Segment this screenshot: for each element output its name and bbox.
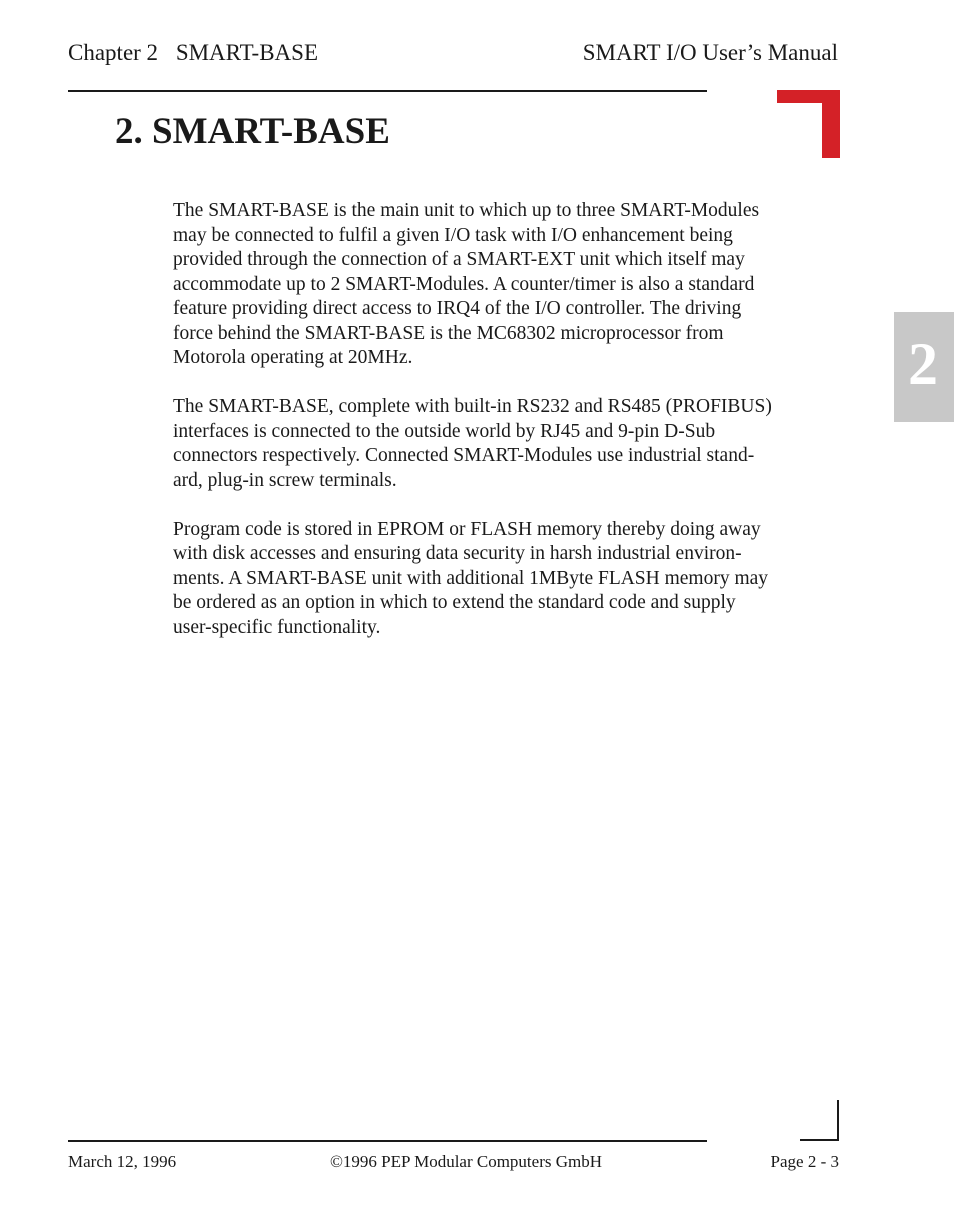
header-chapter-label: Chapter 2 xyxy=(68,40,159,65)
paragraph-2 xyxy=(173,395,841,493)
red-corner-mark-vertical xyxy=(822,90,840,158)
chapter-thumb-tab xyxy=(894,312,954,422)
footer-date: March 12, 1996 xyxy=(68,1152,177,1171)
footer-rule xyxy=(68,1140,707,1142)
paragraph-line: provided through the connection of a SMART-EXT unit which itself may xyxy=(173,249,745,270)
paragraph-line: interfaces is connected to the outside world by RJ45 and 9-pin D-Sub xyxy=(173,420,716,442)
paragraph-line: ard, plug-in screw terminals. xyxy=(173,469,397,491)
paragraph-line: be ordered as an option in which to extend the standard code and supply xyxy=(173,592,736,613)
header-manual-title: SMART I/O User’s Manual xyxy=(582,40,838,65)
paragraph-3 xyxy=(173,518,841,641)
paragraph-line: accommodate up to 2 SMART-Modules. A counter/timer is also a standard xyxy=(173,273,755,295)
paragraph-line: force behind the SMART-BASE is the MC68302 microprocessor from xyxy=(173,322,724,344)
header-rule xyxy=(68,90,707,92)
paragraph-line: Motorola operating at 20MHz. xyxy=(173,347,413,368)
page-title: 2. SMART-BASE xyxy=(115,111,390,152)
body-text xyxy=(173,199,841,665)
paragraph-line: The SMART-BASE, complete with built-in RS232 and RS485 (PROFIBUS) xyxy=(173,396,772,417)
paragraph-line: feature providing direct access to IRQ4 of the I/O controller. The driving xyxy=(173,298,742,319)
footer-copyright: ©1996 PEP Modular Computers GmbH xyxy=(330,1152,603,1171)
footer-page-number: Page 2 - 3 xyxy=(770,1152,839,1171)
header-chapter-name: SMART-BASE xyxy=(175,40,319,65)
paragraph-line: The SMART-BASE is the main unit to which up to three SMART-Modules xyxy=(173,200,760,221)
paragraph-line: may be connected to fulfil a given I/O task with I/O enhancement being xyxy=(173,224,733,246)
chapter-tab-number: 2 xyxy=(908,331,938,397)
footer-corner-mark-vertical xyxy=(837,1100,839,1141)
paragraph-line: user-specific functionality. xyxy=(173,616,381,638)
paragraph-line: Program code is stored in EPROM or FLASH memory thereby doing away xyxy=(173,518,761,540)
paragraph-line: with disk accesses and ensuring data security in harsh industrial environ- xyxy=(173,543,742,564)
paragraph-1 xyxy=(173,199,841,371)
footer-corner-mark-horizontal xyxy=(800,1139,839,1141)
paragraph-line: ments. A SMART-BASE unit with additional 1MByte FLASH memory may xyxy=(173,567,769,589)
paragraph-line: connectors respectively. Connected SMART-Modules use industrial stand- xyxy=(173,445,755,466)
running-header-chapter xyxy=(68,40,318,66)
